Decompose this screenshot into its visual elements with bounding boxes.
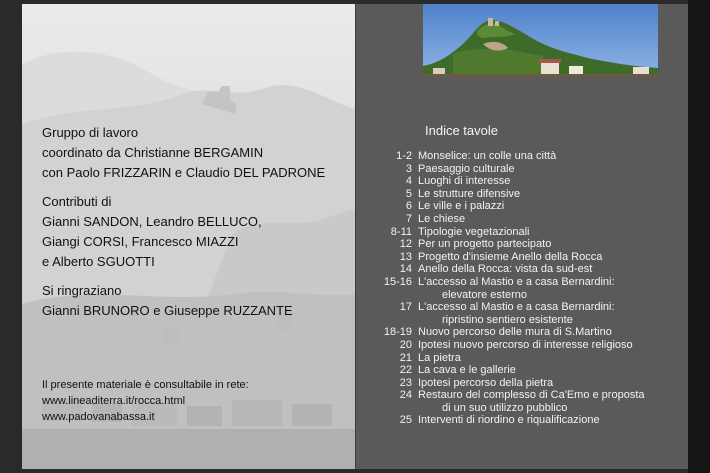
index-entry: [356, 150, 688, 163]
index-entry-number: 15-16: [383, 275, 412, 288]
index-entry-number: 25: [399, 414, 412, 427]
online-intro: Il presente materiale è consultabile in rete:: [42, 379, 249, 391]
index-panel: [355, 4, 688, 469]
members-line: con Paolo FRIZZARIN e Claudio DEL PADRONE: [42, 165, 326, 180]
url-link[interactable]: www.lineaditerra.it/rocca.html: [42, 395, 186, 407]
index-entry-number: 12: [399, 238, 412, 251]
index-entry-number: 23: [399, 376, 412, 389]
table-of-contents: [356, 150, 688, 427]
index-entry-title: Per un progetto partecipato: [418, 238, 552, 251]
index-entry: [356, 238, 688, 251]
frame-edge: [688, 0, 710, 473]
coordinator-line: coordinato da Christianne BERGAMIN: [42, 145, 264, 160]
index-entry-title: Progetto d'insieme Anello della Rocca: [418, 250, 603, 263]
contributors-line: Gianni SANDON, Leandro BELLUCO,: [42, 214, 262, 229]
index-entry-title: Luoghi di interesse: [418, 175, 511, 188]
online-resources: [42, 377, 249, 425]
index-entry-title: Tipologie vegetazionali: [418, 225, 530, 238]
index-entry: [356, 163, 688, 176]
index-entry: [356, 301, 688, 314]
contributors-line: Giangi CORSI, Francesco MIAZZI: [42, 234, 239, 249]
index-entry: [356, 389, 688, 402]
index-entry-title: L'accesso al Mastio e a casa Bernardini:: [418, 301, 615, 314]
index-entry-title: Le chiese: [418, 212, 466, 225]
index-entry-number: 24: [399, 389, 412, 402]
index-entry: [356, 200, 688, 213]
index-entry-title: Monselice: un colle una città: [418, 150, 557, 162]
index-entry-continuation: di un suo utilizzo pubblico: [442, 401, 568, 414]
index-entry-continuation: elevatore esterno: [442, 288, 527, 301]
document-page: [22, 4, 688, 469]
index-entry-number: 21: [399, 351, 412, 364]
index-entry: [356, 188, 688, 201]
work-group-heading: Gruppo di lavoro: [42, 125, 139, 140]
thanks-heading: Si ringraziano: [42, 283, 122, 298]
index-entry-number: 8-11: [390, 225, 412, 238]
index-entry: [356, 352, 688, 365]
index-entry-title: Restauro del complesso di Ca'Emo e proposta: [418, 389, 645, 402]
index-entry-number: 14: [399, 263, 412, 276]
index-entry-number: 3: [405, 162, 412, 175]
url-link[interactable]: www.padovanabassa.it: [42, 411, 155, 423]
index-entry: [356, 226, 688, 239]
index-entry-title: Interventi di riordino e riqualificazione: [418, 414, 600, 427]
index-entry-title: La pietra: [418, 351, 461, 364]
index-entry-number: 18-19: [383, 326, 412, 339]
index-entry: [356, 251, 688, 264]
contributors-line: e Alberto SGUOTTI: [42, 254, 155, 269]
index-entry: [356, 339, 688, 352]
contributions-heading: Contributi di: [42, 194, 112, 209]
index-entry-number: 5: [405, 187, 412, 200]
index-entry-title: Nuovo percorso delle mura di S.Martino: [418, 326, 612, 339]
index-entry-continuation: ripristino sentiero esistente: [442, 313, 573, 326]
index-entry: [356, 414, 688, 427]
index-entry-title: Ipotesi percorso della pietra: [418, 376, 554, 389]
thanks-names: Gianni BRUNORO e Giuseppe RUZZANTE: [42, 303, 293, 318]
index-entry: [356, 263, 688, 276]
index-entry: [356, 213, 688, 226]
index-entry-title: Ipotesi nuovo percorso di interesse religioso: [418, 338, 633, 351]
castle-hill-photo: [423, 4, 658, 77]
index-entry: [356, 175, 688, 188]
index-entry: [356, 377, 688, 390]
index-entry: [356, 276, 688, 289]
index-title: Indice tavole: [425, 123, 498, 138]
index-entry-number: 13: [399, 250, 412, 263]
index-entry-number: 17: [399, 301, 412, 314]
index-entry-title: L'accesso al Mastio e a casa Bernardini:: [418, 275, 615, 288]
credits-panel: [22, 4, 355, 469]
credits-block: [42, 123, 325, 321]
index-entry-title: Le ville e i palazzi: [418, 200, 505, 213]
index-entry-number: 22: [399, 364, 412, 377]
index-entry: [356, 326, 688, 339]
index-entry-number: 7: [405, 212, 412, 225]
index-entry-number: 20: [399, 338, 412, 351]
index-entry-number: 6: [405, 200, 412, 213]
index-entry-title: Anello della Rocca: vista da sud-est: [418, 263, 593, 276]
index-entry-title: Le strutture difensive: [418, 187, 521, 200]
index-entry-title: La cava e le gallerie: [418, 364, 516, 377]
index-entry: [356, 364, 688, 377]
index-entry-number: 1-2: [396, 150, 412, 162]
index-entry-title: Paesaggio culturale: [418, 162, 515, 175]
index-entry-number: 4: [405, 175, 412, 188]
